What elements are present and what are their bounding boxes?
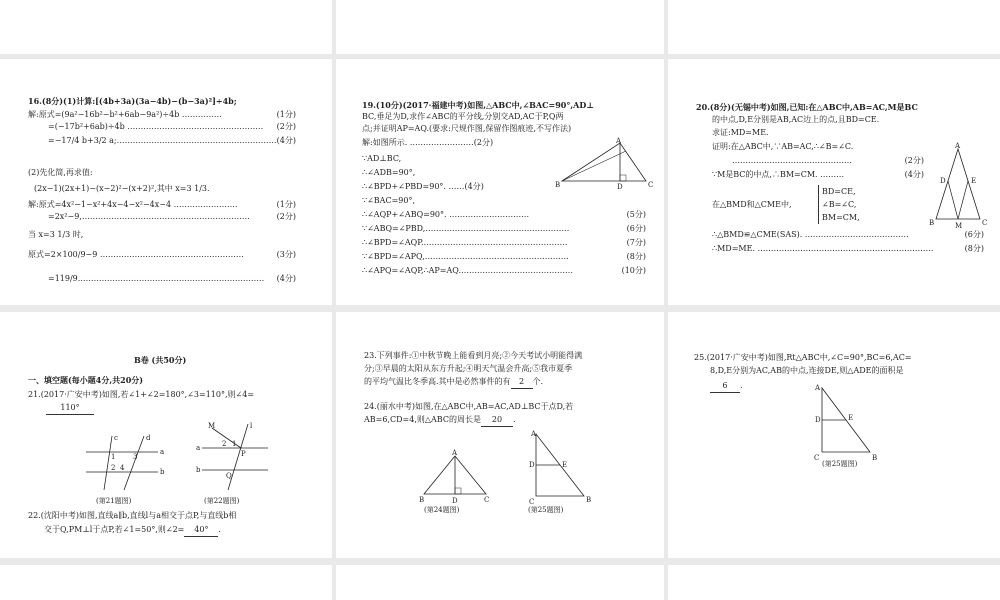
q23-answer: 2 <box>511 376 533 389</box>
svg-text:C: C <box>484 496 490 504</box>
svg-text:b: b <box>196 466 201 474</box>
q19-line: ∵∠BAC=90°, <box>362 196 415 205</box>
q16-line: =119/9.…………………………………………………………… <box>48 274 265 283</box>
svg-text:A: A <box>452 449 458 457</box>
q20-line: ∵M是BC的中点,∴BM=CM. ……… <box>712 170 845 179</box>
q23-text: 的平均气温比冬季高.其中是必然事件的有 <box>364 377 511 386</box>
svg-text:l: l <box>250 422 253 430</box>
q25-caption-left: (第25题图) <box>528 506 564 514</box>
q16-heading: 16.(8分)(1)计算:[(4b+3a)(3a−4b)−(b−3a)²]÷4b; <box>28 96 237 106</box>
q20-isosceles-figure <box>928 141 990 231</box>
q25-answer: 6 <box>710 380 740 393</box>
q23-text: 分;③早晨的太阳从东方升起;④明天气温会升高;⑤我市夏季 <box>364 364 573 373</box>
q19-line: ∵∠ABQ=∠PBD,……………………………………………… <box>362 224 570 233</box>
q20-line: 的中点,D,E分别是AB,AC边上的点,且BD=CE. <box>712 115 880 124</box>
q19-line: ∴∠BPD+∠PBD=90°. ……(4分) <box>362 182 484 191</box>
svg-text:a: a <box>160 448 165 456</box>
section-b-title: B卷 (共50分) <box>134 355 187 365</box>
q22-parallel-lines-figure <box>196 420 276 494</box>
svg-text:b: b <box>160 468 165 476</box>
q24-answer: 20 <box>481 414 513 427</box>
svg-text:E: E <box>848 414 854 422</box>
q23-text: 23.下列事件:①中秋节晚上能看到月亮;②今天考试小明能得满 <box>364 351 583 360</box>
svg-text:Q: Q <box>226 472 232 480</box>
svg-text:4: 4 <box>120 464 125 472</box>
q16-line: =2x²−9,……………………………………………………… <box>48 212 250 221</box>
q16-score: (2分) <box>276 122 296 131</box>
q19-heading: 19.(10分)(2017·福建中考)如图,△ABC中,∠BAC=90°,AD⊥ <box>362 100 594 110</box>
svg-text:1: 1 <box>111 453 116 461</box>
q20-score: (2分) <box>904 156 924 165</box>
svg-text:C: C <box>648 181 654 189</box>
svg-text:P: P <box>241 450 246 458</box>
q20-line: 证明:在△ABC中,∵AB=AC,∴∠B=∠C. <box>712 142 854 151</box>
svg-text:A: A <box>531 430 537 438</box>
svg-text:E: E <box>562 461 568 469</box>
q24-text: AB=6,CD=4,则△ABC的周长是 <box>364 415 481 424</box>
svg-text:D: D <box>529 461 535 469</box>
page-tile-q16 <box>0 59 332 305</box>
page-tile-b-section: B卷 (共50分) 一、填空题(每小题4分,共20分) 21.(2017·广安中考)如图,若∠1+∠2=180°,∠3=110°,则∠4= 110° c d a b 1 2 4 3 (第21题图) M l a b P Q 2 1 (第22题图) 22.(沈阳中考)如图,直线a∥b,直线l与a相交于点P,与直线b相 交于Q,PM⊥l于点P,若∠1=50°,则∠2= 40° . <box>0 312 332 558</box>
q20-score: (4分) <box>904 170 924 179</box>
svg-text:M: M <box>955 222 963 230</box>
q20-condition: ∠B=∠C, <box>822 200 857 209</box>
q16-score: (2分) <box>276 212 296 221</box>
q19-triangle-figure <box>554 137 654 193</box>
svg-text:d: d <box>146 434 151 442</box>
q16-score: (4分) <box>276 274 296 283</box>
page-tile-q23-24: 23.下列事件:①中秋节晚上能看到月亮;②今天考试小明能得满 分;③早晨的太阳从东方升起;④明天气温会升高;⑤我市夏季 的平均气温比冬季高.其中是必然事件的有 2 个. 24.(丽水中考)如图,在△ABC中,AB=AC,AD⊥BC于点D,若 AB=6,CD=4,则△ABC的周长是 20 . A B D C (第24题图) A D E C B (第25题图) <box>336 312 664 558</box>
q20-condition: BD=CE, <box>822 187 856 196</box>
q20-condition-brace <box>818 185 860 224</box>
q19-line: ∴∠AQP+∠ABQ=90°. ………………………… <box>362 210 530 219</box>
svg-text:B: B <box>872 454 878 462</box>
q19-line: BC,垂足为D,求作∠ABC的平分线,分别交AD,AC于P,Q两 <box>362 112 564 121</box>
q20-line: 求证:MD=ME. <box>712 128 769 137</box>
q25-right-triangle-figure-main <box>808 382 882 464</box>
svg-text:B: B <box>929 219 935 227</box>
q22-text: 交于Q,PM⊥l于点P,若∠1=50°,则∠2= <box>44 525 185 534</box>
svg-text:D: D <box>452 497 458 505</box>
q16-score: (3分) <box>276 250 296 259</box>
svg-text:E: E <box>971 177 977 185</box>
q19-line: ∵AD⊥BC, <box>362 154 402 163</box>
q19-line: ∵∠BPD=∠APQ,……………………………………………… <box>362 252 569 261</box>
q19-score: (10分) <box>621 266 646 275</box>
svg-text:A: A <box>955 142 961 150</box>
svg-text:B: B <box>419 496 425 504</box>
svg-text:c: c <box>114 434 118 442</box>
svg-text:A: A <box>616 137 622 145</box>
svg-text:3: 3 <box>133 453 138 461</box>
svg-text:A: A <box>815 384 821 392</box>
q19-line: ∴∠ADB=90°, <box>362 168 416 177</box>
svg-text:B: B <box>555 181 561 189</box>
q22-caption: (第22题图) <box>204 497 240 505</box>
page-tile-bottom-right <box>668 565 1000 600</box>
svg-text:2: 2 <box>111 464 116 472</box>
q16-score: (1分) <box>276 200 296 209</box>
q19-line: ∴∠APQ=∠AQP,∴AP=AQ.…………………………………… <box>362 266 573 275</box>
q19-line: 解:如图所示. ……………………(2分) <box>362 138 494 147</box>
q24-triangle-figure <box>418 446 492 506</box>
svg-text:D: D <box>617 183 623 191</box>
q20-score: (8分) <box>964 244 984 253</box>
q21-caption: (第21题图) <box>96 497 132 505</box>
fill-blank-heading: 一、填空题(每小题4分,共20分) <box>28 375 144 385</box>
q19-score: (8分) <box>626 252 646 261</box>
page-tile-bottom-middle <box>336 565 664 600</box>
q16-part2-heading: (2)先化简,再求值: <box>28 168 93 177</box>
svg-text:C: C <box>982 219 988 227</box>
page-tile-q20 <box>668 59 1000 305</box>
page-tile-bottom-left <box>0 565 332 600</box>
q25-right-triangle-figure <box>526 428 596 506</box>
svg-text:B: B <box>586 496 592 504</box>
q16-line: =−17/4 b+3/2 a;…………………………………………………… <box>48 136 277 145</box>
q21-answer: 110° <box>46 402 94 415</box>
page-tile-top-left <box>0 0 332 54</box>
q25-caption: (第25题图) <box>822 460 858 468</box>
q19-score: (6分) <box>626 224 646 233</box>
svg-text:D: D <box>815 416 821 424</box>
q20-condition: BM=CM, <box>822 213 860 222</box>
q16-score: (1分) <box>276 110 296 119</box>
svg-text:C: C <box>529 498 535 506</box>
q25-text: 25.(2017·广安中考)如图,Rt△ABC中,∠C=90°,BC=6,AC= <box>694 353 912 362</box>
q25-text: 8,D,E分别为AC,AB的中点,连接DE,则△ADE的面积是 <box>710 366 904 375</box>
q16-line: 解:原式=4x²−1−x²+4x−4−x²−4x−4 …………………… <box>28 200 238 209</box>
q19-line: 点;并证明AP=AQ.(要求:尺规作图,保留作图痕迹,不写作法) <box>362 124 572 133</box>
q22-answer: 40° <box>184 524 218 537</box>
q19-score: (7分) <box>626 238 646 247</box>
q23-text: 个. <box>532 377 544 386</box>
q16-line: 解:原式=(9a²−16b²−b²+6ab−9a²)÷4b …………… <box>28 110 222 119</box>
q24-caption: (第24题图) <box>424 506 460 514</box>
q16-line: 当 x=3 1/3 时, <box>28 230 84 239</box>
page-tile-q25: 25.(2017·广安中考)如图,Rt△ABC中,∠C=90°,BC=6,AC= 8,D,E分别为AC,AB的中点,连接DE,则△ADE的面积是 6 . A D E C B (第25题图) <box>668 312 1000 558</box>
svg-text:1: 1 <box>232 440 237 448</box>
page-tile-top-middle <box>336 0 664 54</box>
q20-score: (6分) <box>964 230 984 239</box>
svg-text:M: M <box>208 422 216 430</box>
q16-line: 原式=2×100/9−9 ……………………………………………… <box>28 250 244 259</box>
svg-text:a: a <box>196 444 201 452</box>
svg-text:D: D <box>940 177 946 185</box>
q24-text: 24.(丽水中考)如图,在△ABC中,AB=AC,AD⊥BC于点D,若 <box>364 402 574 411</box>
q16-score: (4分) <box>276 136 296 145</box>
svg-text:2: 2 <box>222 440 227 448</box>
q21-parallel-lines-figure <box>78 432 168 494</box>
q20-line: ∴△BMD≌△CME(SAS). ………………………………… <box>712 230 909 239</box>
q20-line: ……………………………………… <box>732 156 852 165</box>
q20-line: ∴MD=ME. ………………………………………………………… <box>712 244 934 253</box>
q19-line: ∴∠BPD=∠AQP.……………………………………………… <box>362 238 568 247</box>
q16-line: =(−17b²+6ab)÷4b …………………………………………… <box>48 122 264 131</box>
q20-line: 在△BMD和△CME中, <box>712 200 792 209</box>
page-tile-top-right <box>668 0 1000 54</box>
q16-line: (2x−1)(2x+1)−(x−2)²−(x+2)²,其中 x=3 1/3. <box>34 184 210 193</box>
svg-text:C: C <box>814 454 820 462</box>
page-tile-q19 <box>336 59 664 305</box>
q20-heading: 20.(8分)(无锡中考)如图,已知:在△ABC中,AB=AC,M是BC <box>696 102 918 112</box>
q21-text: 21.(2017·广安中考)如图,若∠1+∠2=180°,∠3=110°,则∠4= <box>28 390 255 399</box>
q19-score: (5分) <box>626 210 646 219</box>
q22-text: 22.(沈阳中考)如图,直线a∥b,直线l与a相交于点P,与直线b相 <box>28 511 237 520</box>
